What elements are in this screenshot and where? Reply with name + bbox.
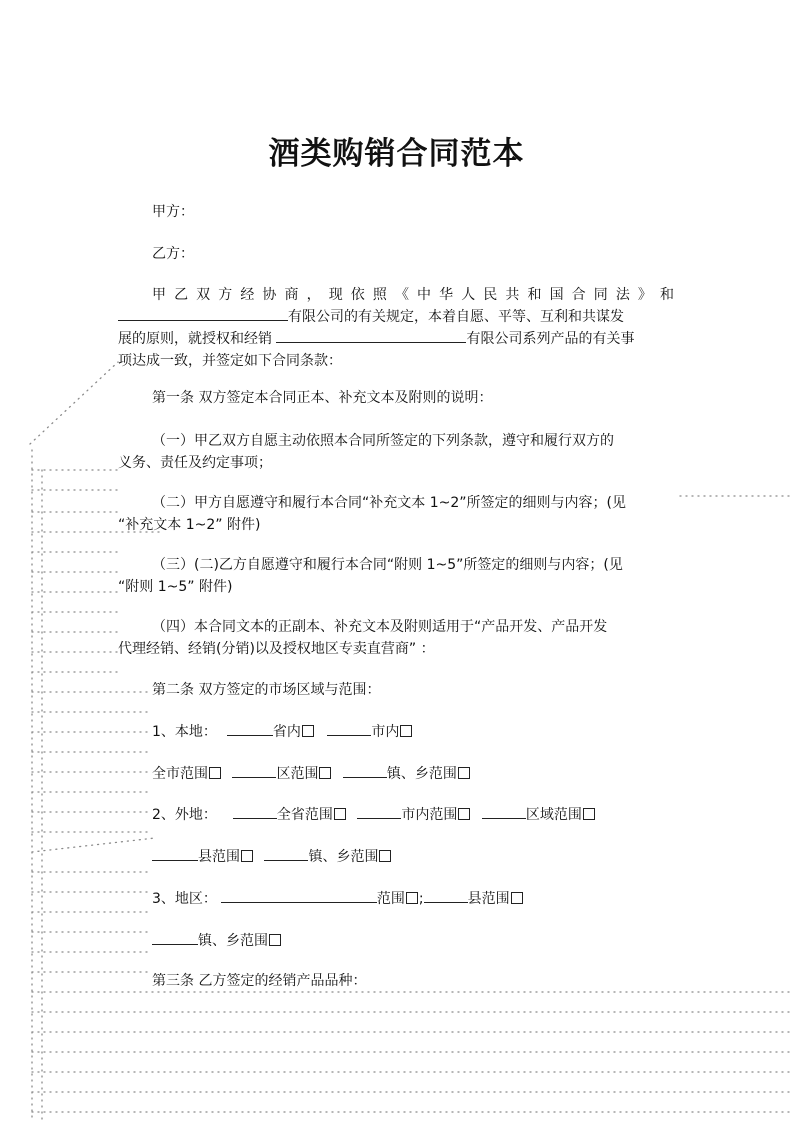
- party-b-label: 乙方：: [152, 246, 194, 262]
- town-checkbox-1[interactable]: [458, 767, 470, 779]
- article-1-item-1-line-2: 义务、责任及约定事项；: [118, 455, 272, 471]
- city-in-checkbox[interactable]: [400, 725, 412, 737]
- article-1-item-1: [118, 430, 674, 474]
- town-blank-2[interactable]: [264, 846, 308, 861]
- town-blank-3[interactable]: [152, 930, 198, 945]
- intro-line-2-text: 有限公司的有关规定，本着自愿、平等、互利和共谋发: [288, 309, 624, 325]
- city-scope-checkbox[interactable]: [458, 808, 470, 820]
- area-scope-label: 范围: [376, 891, 405, 907]
- article-1-item-3: [118, 554, 674, 598]
- town-blank-1[interactable]: [343, 763, 387, 778]
- article-1-item-4-line-2: 代理经销、经销(分销)以及授权地区专卖直营商” ：: [118, 641, 435, 657]
- district-blank[interactable]: [232, 763, 276, 778]
- county-scope-label: 县范围: [198, 849, 240, 865]
- intro-paragraph: [118, 284, 674, 372]
- region-scope-label: 区域范围: [525, 807, 582, 823]
- area-label: 3、地区：: [152, 891, 217, 907]
- province-blank[interactable]: [227, 721, 273, 736]
- province-in-label: 省内: [272, 724, 301, 740]
- city-scope-blank[interactable]: [357, 804, 401, 819]
- page-title: 酒类购销合同范本: [268, 136, 525, 172]
- area-separator: ;: [418, 891, 424, 907]
- whole-city-label: 全市范围: [152, 766, 208, 782]
- local-scope-row-2: [152, 763, 471, 784]
- intro-line-2: [118, 306, 674, 328]
- outside-label: 2、外地：: [152, 807, 217, 823]
- district-label: 区范围: [276, 766, 319, 782]
- town-label-2: 镇、乡范围: [308, 849, 379, 865]
- whole-province-blank[interactable]: [233, 804, 277, 819]
- article-1-item-3-line-2: “附则 1~5” 附件): [118, 579, 233, 595]
- area-blank[interactable]: [221, 888, 377, 903]
- outside-scope-row-2: [152, 846, 392, 867]
- local-label: 1、本地：: [152, 724, 217, 740]
- intro-line-4: 项达成一致，并签定如下合同条款：: [118, 353, 342, 369]
- intro-line-3-suffix: 有限公司系列产品的有关事: [466, 331, 635, 347]
- article-1-item-2-line-2: “补充文本 1~2” 附件): [118, 517, 261, 533]
- article-1-item-3-line-1: （三）(二)乙方自愿遵守和履行本合同“附则 1~5”所签定的细则与内容；(见: [152, 557, 623, 573]
- county-blank[interactable]: [152, 846, 198, 861]
- county-scope-checkbox-2[interactable]: [511, 892, 523, 904]
- area-scope-checkbox[interactable]: [406, 892, 418, 904]
- article-1-item-1-line-1: （一）甲乙双方自愿主动依照本合同所签定的下列条款，遵守和履行双方的: [152, 433, 614, 449]
- article-1-heading: 第一条 双方签定本合同正本、补充文本及附则的说明：: [152, 390, 493, 406]
- town-label-1: 镇、乡范围: [386, 766, 457, 782]
- town-checkbox-2[interactable]: [379, 850, 391, 862]
- outside-scope-row: [152, 804, 596, 825]
- article-1-item-4-line-1: （四）本合同文本的正副本、补充文本及附则适用于“产品开发、产品开发: [152, 619, 608, 635]
- intro-line-3-prefix: 展的原则，就授权和经销: [118, 331, 272, 347]
- area-scope-row-2: [152, 930, 282, 951]
- article-2-heading: 第二条 双方签定的市场区域与范围：: [152, 682, 381, 698]
- intro-line-1: 甲乙双方经协商，现依照《中华人民共和国合同法》和: [152, 287, 674, 303]
- article-1-item-2: [118, 492, 674, 536]
- article-3-heading: 第三条 乙方签定的经销产品品种：: [152, 973, 367, 989]
- county-scope-label-2: 县范围: [467, 891, 510, 907]
- article-1-item-4: [118, 616, 674, 660]
- county-blank-2[interactable]: [424, 888, 468, 903]
- district-checkbox[interactable]: [319, 767, 331, 779]
- whole-province-checkbox[interactable]: [334, 808, 346, 820]
- county-scope-checkbox[interactable]: [241, 850, 253, 862]
- town-label-3: 镇、乡范围: [198, 933, 268, 949]
- town-checkbox-3[interactable]: [269, 934, 281, 946]
- article-1-item-2-line-1: （二）甲方自愿遵守和履行本合同“补充文本 1~2”所签定的细则与内容；(见: [152, 495, 626, 511]
- region-scope-checkbox[interactable]: [583, 808, 595, 820]
- city-blank[interactable]: [327, 721, 371, 736]
- whole-city-checkbox[interactable]: [209, 767, 221, 779]
- whole-province-label: 全省范围: [276, 807, 333, 823]
- area-scope-row: [152, 888, 524, 909]
- company-name-blank-1[interactable]: [118, 306, 288, 321]
- city-scope-label: 市内范围: [401, 807, 458, 823]
- intro-line-3: [118, 328, 674, 350]
- city-in-label: 市内: [371, 724, 400, 740]
- region-scope-blank[interactable]: [482, 804, 526, 819]
- local-scope-row: [152, 721, 413, 742]
- party-a-label: 甲方：: [152, 204, 194, 220]
- province-in-checkbox[interactable]: [302, 725, 314, 737]
- company-name-blank-2[interactable]: [276, 328, 466, 343]
